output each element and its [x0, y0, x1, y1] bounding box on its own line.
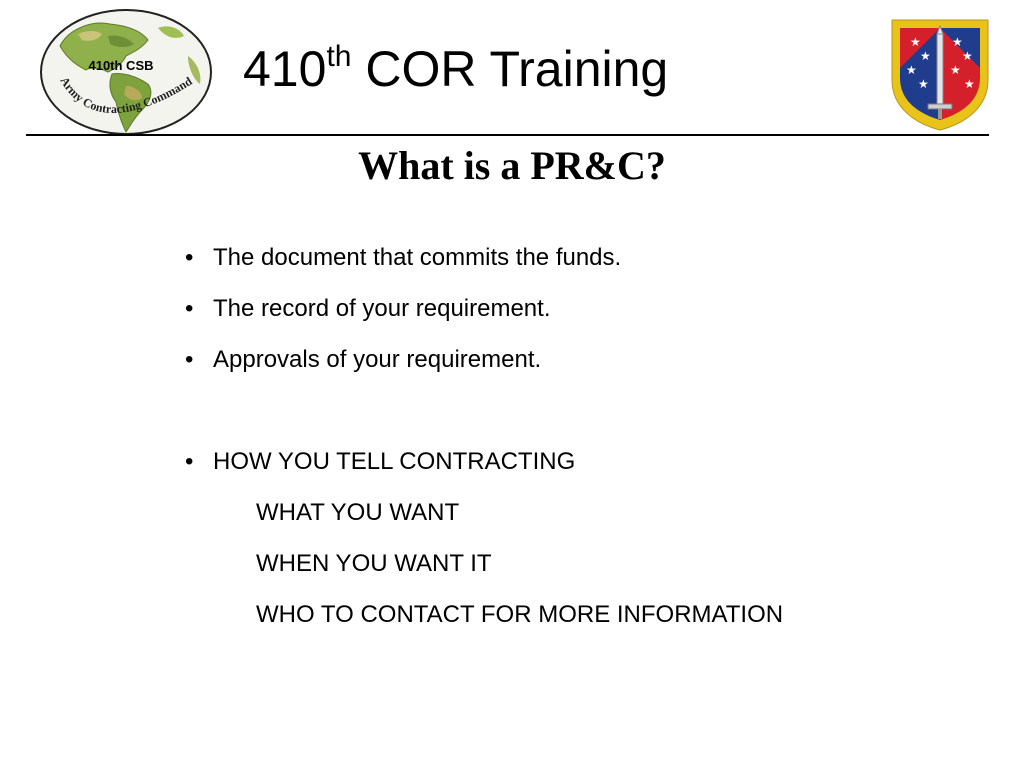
- page-title: [243, 40, 669, 97]
- svg-text:★: ★: [918, 77, 929, 91]
- bullet-dot-icon: •: [185, 295, 194, 322]
- sub-item: WHO TO CONTACT FOR MORE INFORMATION: [256, 601, 784, 628]
- svg-text:★: ★: [952, 35, 963, 49]
- bullet-text: The record of your requirement.: [213, 295, 551, 322]
- bullet-text: Approvals of your requirement.: [213, 346, 542, 373]
- arc-text-icon: [38, 6, 216, 138]
- svg-text:★: ★: [962, 49, 973, 63]
- svg-text:★: ★: [920, 49, 931, 63]
- header-divider: [26, 134, 989, 136]
- svg-text:★: ★: [910, 35, 921, 49]
- title-number: 410: [243, 41, 327, 97]
- title-superscript: th: [326, 40, 352, 73]
- shield-logo: [888, 16, 992, 132]
- bullet-item: [185, 347, 621, 398]
- sub-list: [256, 500, 783, 653]
- sub-item: WHEN YOU WANT IT: [256, 550, 492, 577]
- logo-label: 410th CSB: [88, 58, 154, 73]
- svg-text:★: ★: [950, 63, 961, 77]
- slide-heading: What is a PR&C?: [358, 143, 666, 188]
- bullet-dot-icon: •: [185, 244, 194, 271]
- bullet-item: [185, 245, 621, 296]
- 410th-csb-logo: [38, 6, 216, 138]
- bullet-list: [185, 245, 621, 500]
- sub-item: WHAT YOU WANT: [256, 499, 460, 526]
- svg-text:★: ★: [964, 77, 975, 91]
- bullet-text: HOW YOU TELL CONTRACTING: [213, 448, 576, 475]
- bullet-text: The document that commits the funds.: [213, 244, 622, 271]
- svg-text:★: ★: [906, 63, 917, 77]
- svg-text:Army Contracting Command: Army Contracting Command: [57, 73, 195, 117]
- shield-icon: [888, 16, 992, 132]
- title-text: COR Training: [351, 41, 669, 97]
- bullet-dot-icon: •: [185, 346, 194, 373]
- bullet-dot-icon: •: [185, 448, 194, 475]
- bullet-item: [185, 296, 621, 347]
- bullet-item: [185, 449, 621, 500]
